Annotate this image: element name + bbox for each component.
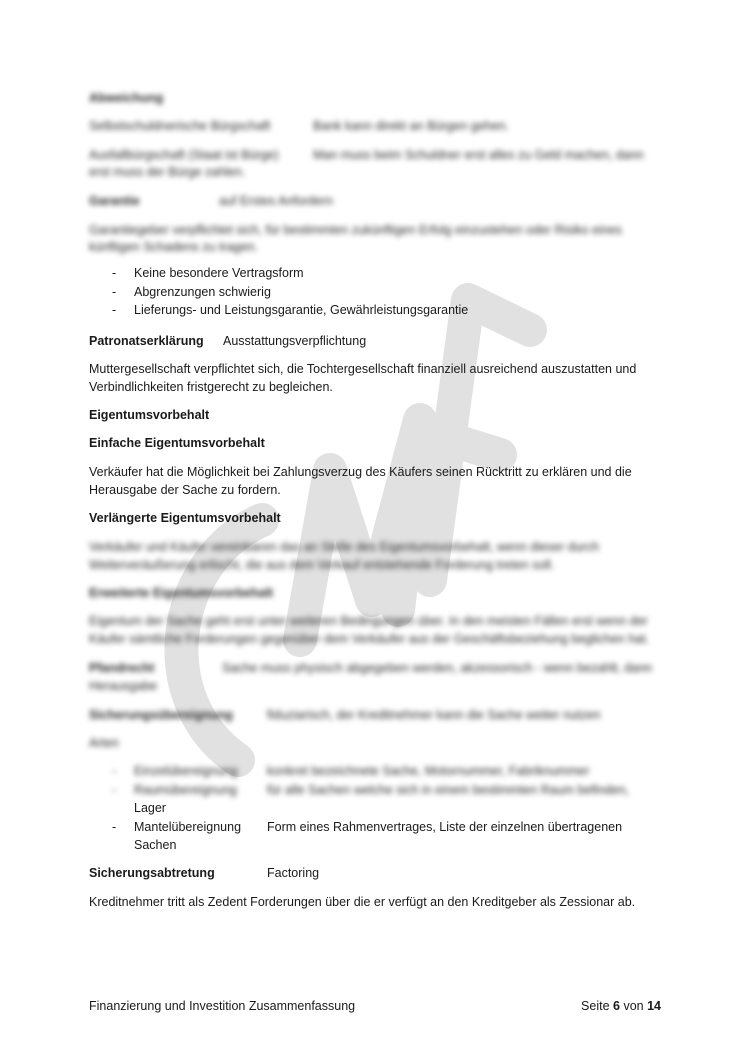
list-item-text: Abgrenzungen schwierig bbox=[134, 285, 271, 299]
list-item-term-cont: Sachen bbox=[134, 838, 177, 852]
garantie-tag: auf Erstes Anfordern bbox=[219, 194, 333, 208]
abweichung-heading: Abweichung bbox=[89, 91, 164, 105]
garantie-heading-row bbox=[89, 192, 659, 211]
einfach-text: Verkäufer hat die Möglichkeit bei Zahlungsverzug des Käufers seinen Rücktritt zu erklären und die bbox=[89, 465, 632, 479]
einfach-heading: Einfache Eigentumsvorbehalt bbox=[89, 436, 265, 450]
of-label: von bbox=[623, 999, 644, 1013]
verl-text: Weiterveräußerung erlischt, die aus dem Verkauf entstehende Forderung treten soll. bbox=[89, 558, 555, 572]
garantie-text: künftigen Schadens zu tragen. bbox=[89, 240, 258, 254]
page-label: Seite bbox=[581, 999, 610, 1013]
abtretung-row bbox=[89, 864, 659, 883]
pfand-text: Sache muss physisch abgegeben werden, akzessorisch - wenn bezahlt, dann bbox=[222, 661, 653, 675]
dash-bullet: - bbox=[112, 303, 117, 317]
row-term: Selbstschuldnerische Bürgschaft bbox=[89, 119, 271, 133]
abtretung-heading: Sicherungsabtretung bbox=[89, 866, 215, 880]
patronat-text: Verbindlichkeiten fristgerecht zu begleichen. bbox=[89, 380, 333, 394]
row-desc-continuation: erst muss der Bürge zahlen. bbox=[89, 165, 246, 179]
list-item-term: Mantelübereignung bbox=[134, 820, 242, 834]
garantie-heading: Garantie bbox=[89, 194, 140, 208]
list-item-desc: für alle Sachen welche sich in einem bestimmten Raum befinden, bbox=[267, 783, 629, 797]
abtretung-text: Kreditnehmer tritt als Zedent Forderungen über die er verfügt an den Kreditgeber als Zessionar ab. bbox=[89, 895, 636, 909]
patronat-tag: Ausstattungsverpflichtung bbox=[223, 334, 367, 348]
erw-text: Käufer sämtliche Forderungen gegenüber dem Verkäufer aus der Geschäftsbeziehung beglichen hat. bbox=[89, 632, 650, 646]
eigentum-heading: Eigentumsvorbehalt bbox=[89, 408, 210, 422]
current-page: 6 bbox=[613, 999, 620, 1013]
patronat-heading: Patronatserklärung bbox=[89, 334, 204, 348]
list-item-term-cont: Lager bbox=[134, 801, 166, 815]
verl-text: Verkäufer und Käufer vereinbaren das an Stelle des Eigentumsvorbehalt, wenn dieser durch bbox=[89, 540, 600, 554]
row-desc: Bank kann direkt an Bürgen gehen. bbox=[313, 119, 509, 133]
pfand-text-cont: Herausgabe bbox=[89, 679, 158, 693]
erw-heading: Erweiterte Eigentumsvorbehalt bbox=[89, 586, 274, 600]
erw-text: Eigentum der Sache geht erst unter weiteren Bedingungen über. In den meisten Fällen erst wenn der bbox=[89, 614, 648, 628]
einfach-text: Herausgabe der Sache zu fordern. bbox=[89, 483, 281, 497]
verl-heading: Verlängerte Eigentumsvorbehalt bbox=[89, 511, 281, 525]
sicherung-heading: Sicherungsübereignung bbox=[89, 708, 233, 722]
total-pages: 14 bbox=[647, 999, 661, 1013]
dash-bullet: - bbox=[112, 266, 117, 280]
list-item-term: Raumübereignung bbox=[134, 783, 237, 797]
sicherung-row bbox=[89, 706, 659, 725]
row-desc: Man muss beim Schuldner erst alles zu Geld machen, dann bbox=[313, 148, 644, 162]
sicherung-tag: fiduziarisch, der Kreditnehmer kann die Sache weiter nutzen bbox=[267, 708, 601, 722]
list-item-desc: Form eines Rahmenvertrages, Liste der einzelnen übertragenen bbox=[267, 820, 623, 834]
abweichung-row bbox=[89, 117, 659, 136]
page-number bbox=[581, 999, 661, 1013]
dash-bullet: - bbox=[112, 285, 117, 299]
abtretung-tag: Factoring bbox=[267, 866, 320, 880]
list-item-text: Lieferungs- und Leistungsgarantie, Gewährleistungsgarantie bbox=[134, 303, 469, 317]
dash-bullet: - bbox=[112, 783, 117, 797]
arten-label: Arten bbox=[89, 736, 119, 750]
row-term: Ausfallbürgschaft (Staat ist Bürge) bbox=[89, 148, 279, 162]
pfand-heading: Pfandrecht bbox=[89, 661, 155, 675]
dash-bullet: - bbox=[112, 820, 117, 834]
patronat-heading-row bbox=[89, 332, 659, 351]
list-item-text: Keine besondere Vertragsform bbox=[134, 266, 304, 280]
list-item-desc: konkret bezeichnete Sache, Motornummer, Fabriknummer bbox=[267, 764, 590, 778]
dash-bullet: - bbox=[112, 764, 117, 778]
patronat-text: Muttergesellschaft verpflichtet sich, die Tochtergesellschaft finanziell ausreichend auszustatten und bbox=[89, 362, 637, 376]
garantie-text: Garantiegeber verpflichtet sich, für bestimmten zukünftigen Erfolg einzustehen oder Risiko eines bbox=[89, 223, 622, 237]
list-item-term: Einzelübereignung bbox=[134, 764, 238, 778]
pfand-row bbox=[89, 659, 659, 678]
footer-title: Finanzierung und Investition Zusammenfassung bbox=[89, 999, 356, 1013]
